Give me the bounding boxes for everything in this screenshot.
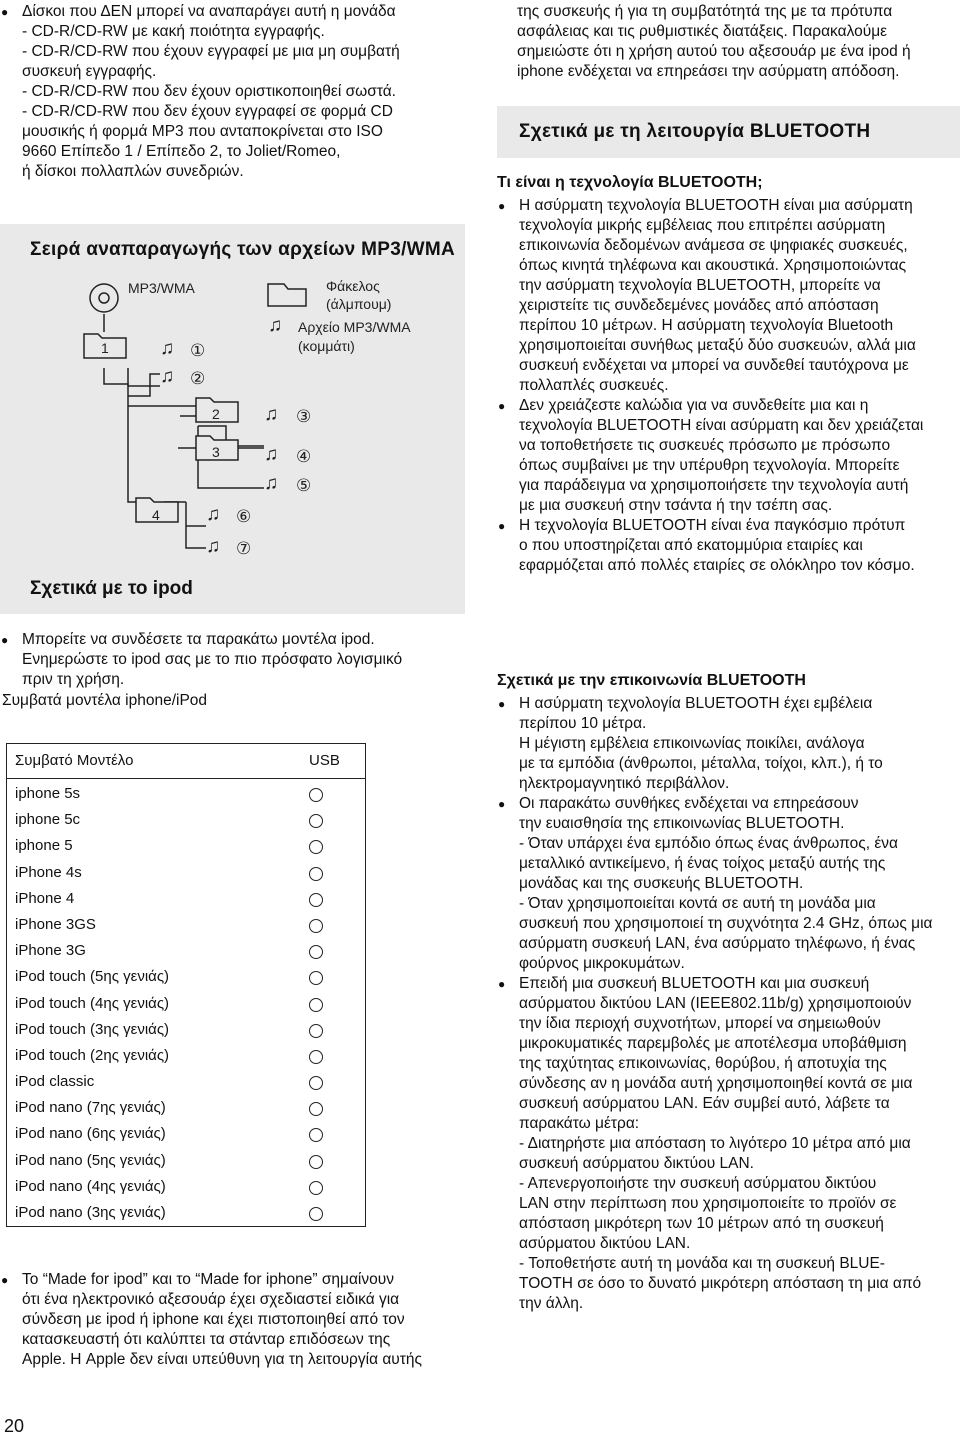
bt-line: για παράδειγμα να χρησιμοποιήσετε την τεχνολογία αυτή xyxy=(519,477,909,494)
bt-line: όπως συμβαίνει με την υπέρυθρη τεχνολογία. Μπορείτε xyxy=(519,457,900,474)
disc-icon xyxy=(90,284,118,312)
model-name: iPod touch (5ης γενιάς) xyxy=(15,968,170,986)
track-number: ⑥ xyxy=(236,507,252,526)
model-name: iphone 5 xyxy=(15,837,73,855)
compatible-circle-icon xyxy=(309,1181,323,1195)
comm-line: TOOTH σε όσο το δυνατό μικρότερη απόσταση τη μια από xyxy=(519,1275,922,1292)
comm-line: - Απενεργοποιήστε την συσκευή ασύρματου δικτύου xyxy=(519,1175,877,1192)
usb-compatible-cell xyxy=(297,1017,365,1043)
unplayable-item: - CD-R/CD-RW που δεν έχουν οριστικοποιηθεί σωστά. xyxy=(22,83,396,100)
header-usb: USB xyxy=(309,752,340,769)
table-row xyxy=(7,807,365,833)
table-row xyxy=(7,964,365,990)
music-file-legend-icon: ♫ xyxy=(268,315,283,336)
bt-line: τεχνολογία BLUETOOTH είναι ασύρματη και δεν χρειάζεται xyxy=(519,417,924,434)
comm-line: ασύρματη συσκευή LAN, ένα ασύρματο τηλέφωνο, ή ένας xyxy=(519,935,916,952)
usb-compatible-cell xyxy=(297,1043,365,1069)
text-line: ασφάλειας και τις ρυθμιστικές διατάξεις. Παρακαλούμε xyxy=(517,23,888,40)
compatible-circle-icon xyxy=(309,998,323,1012)
bt-line: πολλαπλές συσκευές. xyxy=(519,377,669,394)
track-number: ③ xyxy=(296,407,312,426)
file-legend-label: Αρχείο MP3/WMA xyxy=(298,319,411,335)
text-line: της συσκευής ή για τη συμβατότητά της με τα πρότυπα xyxy=(517,3,893,20)
usb-compatible-cell xyxy=(297,1148,365,1174)
bluetooth-communication xyxy=(497,670,960,1314)
usb-compatible-cell xyxy=(297,964,365,990)
bt-line: επικοινωνία δεδομένων ανάμεσα σε ψηφιακές συσκευές, xyxy=(519,237,908,254)
folder-number: 4 xyxy=(152,507,160,523)
ipod-bullet: ● Μπορείτε να συνδέσετε τα παρακάτω μοντέλα ipod. xyxy=(0,630,470,650)
what-is-heading: Τι είναι η τεχνολογία BLUETOOTH; xyxy=(497,174,763,191)
bt-line: τεχνολογία μικρής εμβέλειας που επιτρέπει ασύρματη xyxy=(519,217,886,234)
model-name: iPhone 4s xyxy=(15,863,82,881)
comm-line: συσκευή που χρησιμοποιεί τη συχνότητα 2.4 GHz, όπως μια xyxy=(519,915,933,932)
folder-number: 1 xyxy=(101,340,109,356)
music-file-icon: ♫ xyxy=(264,444,279,465)
music-file-icon: ♫ xyxy=(264,473,279,494)
comm-line: περίπου 10 μέτρα. xyxy=(519,715,647,732)
compatible-circle-icon xyxy=(309,1128,323,1142)
usb-compatible-cell xyxy=(297,833,365,859)
comm-line: μονάδας και της συσκευής BLUETOOTH. xyxy=(519,875,804,892)
track-number: ⑤ xyxy=(296,476,312,495)
made-for-line: σύνδεση με ipod ή iphone και έχει πιστοποιηθεί από τον xyxy=(22,1311,405,1328)
table-header xyxy=(7,744,365,779)
model-name: iPod touch (2ης γενιάς) xyxy=(15,1046,170,1064)
made-for-bullet: ● Το “Made for ipod” και το “Made for iphone” σημαίνουν xyxy=(0,1270,470,1290)
model-name: iPod classic xyxy=(15,1073,95,1091)
track-number: ② xyxy=(190,369,206,388)
folder-legend-icon xyxy=(268,284,306,306)
bt-line: όπως κινητά τηλέφωνα και ακουστικά. Χρησιμοποιώντας xyxy=(519,257,907,274)
model-name: iPod nano (7ης γενιάς) xyxy=(15,1099,166,1117)
bt-line: χρησιμοποιείται συνήθως μεταξύ δύο συσκευών, αλλά μια xyxy=(519,337,916,354)
comm-bullet: ● Η ασύρματη τεχνολογία BLUETOOTH έχει εμβέλεια xyxy=(497,694,960,714)
model-name: iPhone 4 xyxy=(15,889,75,907)
comm-line: ασύρματου δικτύου LAN. xyxy=(519,1235,691,1252)
comm-line: - Όταν υπάρχει ένα εμπόδιο όπως ένας άνθρωπος, ένα xyxy=(519,835,898,852)
comm-line: την ευαισθησία της επικοινωνίας BLUETOOTH. xyxy=(519,815,845,832)
table-row xyxy=(7,938,365,964)
comm-line: συσκευή ασύρματου δικτύου LAN. xyxy=(519,1155,754,1172)
ipod-section-title: Σχετικά με το ipod xyxy=(30,578,193,599)
usb-compatible-cell xyxy=(297,781,365,807)
bt-line: συσκευή ενδέχεται να μπορεί να συνδεθεί ταυτόχρονα με xyxy=(519,357,909,374)
table-row xyxy=(7,1174,365,1200)
compatible-circle-icon xyxy=(309,1207,323,1221)
compatible-circle-icon xyxy=(309,1102,323,1116)
compatible-circle-icon xyxy=(309,971,323,985)
compatible-circle-icon xyxy=(309,788,323,802)
bt-line: να τοποθετήσετε τις συσκευές πρόσωπο με πρόσωπο xyxy=(519,437,891,454)
bluetooth-title: Σχετικά με τη λειτουργία BLUETOOTH xyxy=(497,106,960,158)
comm-bullet: ● Επειδή μια συσκευή BLUETOOTH και μια συσκευή xyxy=(497,974,960,994)
music-file-icon: ♫ xyxy=(160,338,175,359)
compatible-models-caption: Συμβατά μοντέλα iphone/iPod xyxy=(2,692,208,709)
ipod-text-line: Ενημερώστε το ipod σας με το πιο πρόσφατο λογισμικό xyxy=(22,651,403,668)
what-is-bluetooth xyxy=(497,172,960,576)
comm-line: Η μέγιστη εμβέλεια επικοινωνίας ποικίλει, ανάλογα xyxy=(519,735,865,752)
bt-bullet: ● Δεν χρειάζεστε καλώδια για να συνδεθείτε μια και η xyxy=(497,396,960,416)
usb-compatible-cell xyxy=(297,886,365,912)
bt-bullet: ● Η ασύρματη τεχνολογία BLUETOOTH είναι μια ασύρματη xyxy=(497,196,960,216)
folder-legend-label: Φάκελος xyxy=(326,278,380,294)
table-row xyxy=(7,1017,365,1043)
comm-line: μεταλλικό αντικείμενο, ή ένας τοίχος μεταξύ αυτής της xyxy=(519,855,886,872)
music-file-icon: ♫ xyxy=(160,366,175,387)
bt-line: την ασύρματη τεχνολογία BLUETOOTH, μπορείτε να xyxy=(519,277,881,294)
music-file-icon: ♫ xyxy=(206,536,221,557)
bt-line: ο που υποστηρίζεται από εκατομμύρια εταιρίες και xyxy=(519,537,863,554)
bt-bullet: ● Η τεχνολογία BLUETOOTH είναι ένα παγκόσμιο πρότυπ xyxy=(497,516,960,536)
comm-line: σύνδεσης αν η μονάδα αυτή χρησιμοποιηθεί κοντά σε μια xyxy=(519,1075,913,1092)
model-name: iPod nano (4ης γενιάς) xyxy=(15,1177,166,1195)
music-file-icon: ♫ xyxy=(264,404,279,425)
file-legend-label-2: (κομμάτι) xyxy=(298,338,355,354)
usb-compatible-cell xyxy=(297,912,365,938)
page-number: 20 xyxy=(4,1416,25,1436)
playback-diagram xyxy=(0,276,465,614)
comm-line: απόσταση μικρότερη των 10 μέτρων από τη συσκευή xyxy=(519,1215,884,1232)
track-number: ⑦ xyxy=(236,539,252,558)
unplayable-item: συσκευή εγγραφής. xyxy=(22,63,157,80)
comm-line: LAN στην περίπτωση που χρησιμοποιείτε το προϊόν σε xyxy=(519,1195,897,1212)
usb-compatible-cell xyxy=(297,1200,365,1226)
folder-number: 3 xyxy=(212,444,220,460)
unplayable-item: - CD-R/CD-RW με κακή ποιότητα εγγραφής. xyxy=(22,23,325,40)
made-for-note xyxy=(0,1270,470,1370)
compatible-circle-icon xyxy=(309,893,323,907)
usb-compatible-cell xyxy=(297,1121,365,1147)
ipod-text-line: πριν τη χρήση. xyxy=(22,671,125,688)
folder-number: 2 xyxy=(212,406,220,422)
table-row xyxy=(7,1095,365,1121)
compatible-circle-icon xyxy=(309,1076,323,1090)
comm-bullet: ● Οι παρακάτω συνθήκες ενδέχεται να επηρεάσουν xyxy=(497,794,960,814)
model-name: iPod nano (6ης γενιάς) xyxy=(15,1125,166,1143)
header-model: Συμβατό Μοντέλο xyxy=(15,752,134,769)
model-name: iPod nano (5ης γενιάς) xyxy=(15,1151,166,1169)
compatible-circle-icon xyxy=(309,1155,323,1169)
communication-heading: Σχετικά με την επικοινωνία BLUETOOTH xyxy=(497,672,806,689)
usb-compatible-cell xyxy=(297,991,365,1017)
compatible-circle-icon xyxy=(309,867,323,881)
comm-line: την άλλη. xyxy=(519,1295,584,1312)
compatible-circle-icon xyxy=(309,814,323,828)
unplayable-item: 9660 Επίπεδο 1 / Επίπεδο 2, το Joliet/Romeo, xyxy=(22,143,341,160)
model-name: iPod nano (3ης γενιάς) xyxy=(15,1204,166,1221)
model-name: iphone 5s xyxy=(15,785,81,802)
table-row xyxy=(7,1200,365,1226)
made-for-line: κατασκευαστή ότι καλύπτει τα στάνταρ επιδόσεων της xyxy=(22,1331,391,1348)
comm-line: - Όταν χρησιμοποιείται κοντά σε αυτή τη μονάδα μια xyxy=(519,895,876,912)
comm-line: - Διατηρήστε μια απόσταση το λιγότερο 10 μέτρα από μια xyxy=(519,1135,911,1152)
compatible-models-table xyxy=(6,743,366,1227)
mp3wma-label: MP3/WMA xyxy=(128,280,195,296)
compatible-circle-icon xyxy=(309,1050,323,1064)
bt-line: περίπου 10 μέτρων. Η ασύρματη τεχνολογία Bluetooth xyxy=(519,317,894,334)
comm-line: ασύρματου δικτύου LAN (IEEE802.11b/g) χρησιμοποιούν xyxy=(519,995,912,1012)
comm-line: φούρνος μικροκυμάτων. xyxy=(519,955,685,972)
table-row xyxy=(7,886,365,912)
comm-line: συσκευή ασύρματου LAN. Εάν συμβεί αυτό, λάβετε τα xyxy=(519,1095,890,1112)
compatible-circle-icon xyxy=(309,840,323,854)
model-name: iPod touch (3ης γενιάς) xyxy=(15,1020,170,1038)
ipod-intro xyxy=(0,630,470,711)
table-row xyxy=(7,991,365,1017)
table-row xyxy=(7,1043,365,1069)
bt-line: με μια συσκευή στην τσάντα ή την τσέπη σας. xyxy=(519,497,833,514)
table-body xyxy=(7,779,365,1226)
bt-line: εφαρμόζεται από πολλές εταιρίες σε ολόκληρο τον κόσμο. xyxy=(519,557,915,574)
unplayable-item: - CD-R/CD-RW που δεν έχουν εγγραφεί σε φορμά CD xyxy=(22,103,393,120)
comm-line: μικροκυματικές παρεμβολές με αποτέλεσμα υποβάθμιση xyxy=(519,1035,907,1052)
table-row xyxy=(7,1148,365,1174)
comm-line: με τα εμπόδια (άνθρωποι, μέταλλα, τοίχοι, κλπ.), ή το xyxy=(519,755,883,772)
comm-line: την ίδια περιοχή συχνοτήτων, μπορεί να σημειωθούν xyxy=(519,1015,881,1032)
comm-line: - Τοποθετήστε αυτή τη μονάδα και τη συσκευή BLUE- xyxy=(519,1255,885,1272)
usb-compatible-cell xyxy=(297,1174,365,1200)
compatible-circle-icon xyxy=(309,945,323,959)
track-number: ④ xyxy=(296,447,312,466)
table-row xyxy=(7,912,365,938)
music-file-icon: ♫ xyxy=(206,504,221,525)
comm-line: παρακάτω μέτρα: xyxy=(519,1115,640,1132)
usb-compatible-cell xyxy=(297,807,365,833)
usb-compatible-cell xyxy=(297,1069,365,1095)
usb-compatible-cell xyxy=(297,860,365,886)
compatible-circle-icon xyxy=(309,919,323,933)
unplayable-item: μουσικής ή φορμά MP3 που ανταποκρίνεται στο ISO xyxy=(22,123,383,140)
unplayable-item: - CD-R/CD-RW που έχουν εγγραφεί με μια μη συμβατή xyxy=(22,43,400,60)
compatible-circle-icon xyxy=(309,1024,323,1038)
continued-text xyxy=(517,2,960,82)
table-row xyxy=(7,833,365,859)
table-row xyxy=(7,860,365,886)
disc-hole xyxy=(99,293,109,303)
unplayable-discs-block xyxy=(0,2,470,182)
folder-legend-label-2: (άλμπουμ) xyxy=(326,296,392,312)
text-line: σημειώστε ότι η χρήση αυτού του αξεσουάρ με ένα ipod ή xyxy=(517,43,911,60)
table-row xyxy=(7,781,365,807)
usb-compatible-cell xyxy=(297,938,365,964)
track-number: ① xyxy=(190,341,206,360)
bt-line: χειριστείτε τις συνδεδεμένες μονάδες από απόσταση xyxy=(519,297,879,314)
table-row xyxy=(7,1121,365,1147)
comm-line: ηλεκτρομαγνητικό περιβάλλον. xyxy=(519,775,730,792)
table-row xyxy=(7,1069,365,1095)
playback-order-title: Σειρά αναπαραγωγής των αρχείων MP3/WMA xyxy=(0,224,465,276)
text-line: iphone ενδέχεται να επηρεάσει την ασύρματη απόδοση. xyxy=(517,63,900,80)
made-for-line: ότι ένα ηλεκτρονικό αξεσουάρ έχει σχεδιαστεί ειδικά για xyxy=(22,1291,400,1308)
comm-line: της ταχύτητας επικοινωνίας, θορύβου, ή αποτυχία της xyxy=(519,1055,887,1072)
unplayable-item: ή δίσκοι πολλαπλών συνεδριών. xyxy=(22,163,244,180)
model-name: iPhone 3GS xyxy=(15,915,96,933)
usb-compatible-cell xyxy=(297,1095,365,1121)
model-name: iPod touch (4ης γενιάς) xyxy=(15,994,170,1012)
unplayable-discs-heading: ● Δίσκοι που ΔΕΝ μπορεί να αναπαράγει αυτή η μονάδα xyxy=(0,2,470,22)
model-name: iphone 5c xyxy=(15,811,81,829)
model-name: iPhone 3G xyxy=(15,942,86,960)
made-for-line: Apple. Η Apple δεν είναι υπεύθυνη για τη λειτουργία αυτής xyxy=(22,1351,422,1368)
